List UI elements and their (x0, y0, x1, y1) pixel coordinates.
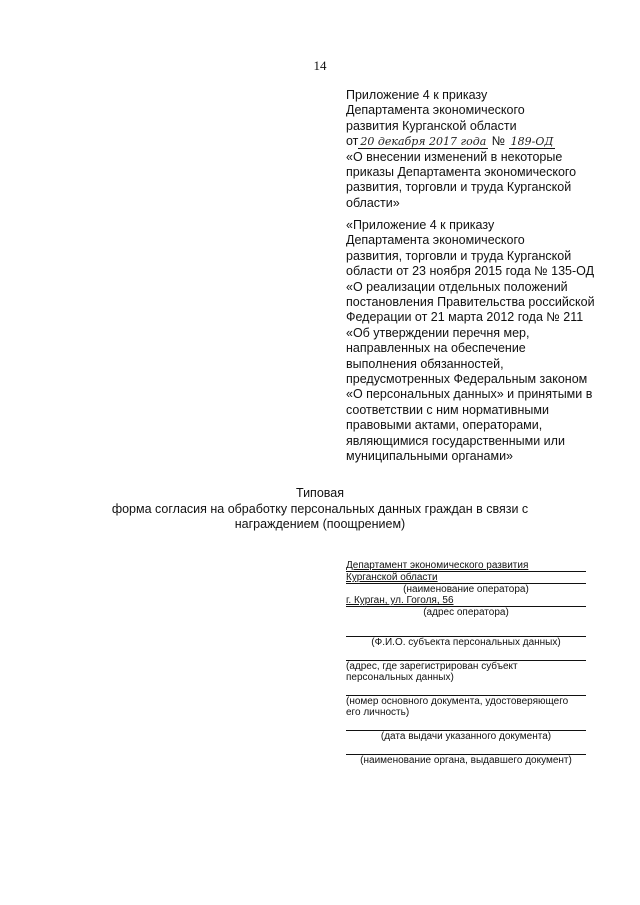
order-title-line: области» (346, 195, 400, 210)
annex2-line: направленных на обеспечение (346, 341, 526, 356)
registration-caption-line: персональных данных) (346, 672, 454, 683)
annex2-line: Департамента экономического (346, 233, 525, 248)
operator-name-line-2: Курганской области (346, 572, 586, 584)
annex2-line: являющимися государственными или (346, 433, 565, 448)
annex-line: Департамента экономического (346, 103, 525, 118)
annex2-line: области от 23 ноября 2015 года № 135-ОД (346, 264, 595, 279)
document-number-field[interactable] (346, 683, 586, 696)
fio-caption: (Ф.И.О. субъекта персональных данных) (371, 637, 561, 648)
annex2-line: муниципальными органами» (346, 449, 513, 464)
registration-caption-line: (адрес, где зарегистрирован субъект (346, 661, 518, 672)
annex2-line: «Об утверждении перечня мер, (346, 325, 530, 340)
from-prefix: от (346, 134, 359, 149)
issuer-caption: (наименование органа, выдавшего документ) (360, 755, 572, 766)
annex-line: Приложение 4 к приказу (346, 88, 488, 102)
registration-caption (346, 661, 586, 683)
order-title-line: «О внесении изменений в некоторые (346, 149, 563, 164)
issue-date-caption: (дата выдачи указанного документа) (380, 731, 552, 742)
annex2-line: Федерации от 21 марта 2012 года № 211 (346, 310, 584, 325)
order-title-line: приказы Департамента экономического (346, 165, 577, 180)
annex2-line: «О персональных данных» и принятыми в (346, 387, 593, 402)
issuer-field[interactable] (346, 742, 586, 755)
form-title-line: награждением (поощрением) (234, 517, 406, 531)
document-caption-line: его личность) (346, 707, 410, 718)
order-title-line: развития, торговли и труда Курганской (346, 180, 572, 195)
annex2-line: постановления Правительства российской (346, 295, 595, 310)
number-sign: № (491, 134, 506, 149)
form-title-line: Типовая (295, 486, 344, 500)
registration-address-field[interactable] (346, 648, 586, 661)
annex2-line: «О реализации отдельных положений (346, 279, 568, 294)
annex2-line: правовыми актами, операторами, (346, 418, 543, 433)
form-title (0, 486, 640, 533)
operator-address: г. Курган, ул. Гоголя, 56 (346, 595, 586, 607)
annex2-line: развития, торговли и труда Курганской (346, 248, 572, 263)
consent-form-fields (346, 560, 586, 766)
annex-line: развития Курганской области (346, 118, 517, 133)
issue-date-field[interactable] (346, 718, 586, 731)
annex2-line: выполнения обязанностей, (346, 356, 504, 371)
annex-header (346, 88, 616, 211)
handwritten-number: 189-ОД (510, 135, 554, 149)
handwritten-date: 20 декабря 2017 года (360, 135, 487, 149)
form-title-line: форма согласия на обработку персональных данных граждан в связи с (111, 501, 529, 516)
fio-field[interactable] (346, 624, 586, 637)
address-caption: (адрес оператора) (423, 607, 509, 618)
operator-caption: (наименование оператора) (403, 584, 529, 595)
annex2-line: предусмотренных Федеральным законом (346, 372, 588, 387)
document-caption (346, 696, 586, 718)
annex2-line: «Приложение 4 к приказу (346, 218, 495, 232)
original-annex-header (346, 218, 616, 465)
page-number: 14 (313, 58, 327, 73)
order-date-number-line (346, 134, 616, 149)
annex2-line: соответствии с ним нормативными (346, 402, 549, 417)
document-caption-line: (номер основного документа, удостоверяющего (346, 696, 569, 707)
operator-name-line-1: Департамент экономического развития (346, 560, 586, 572)
